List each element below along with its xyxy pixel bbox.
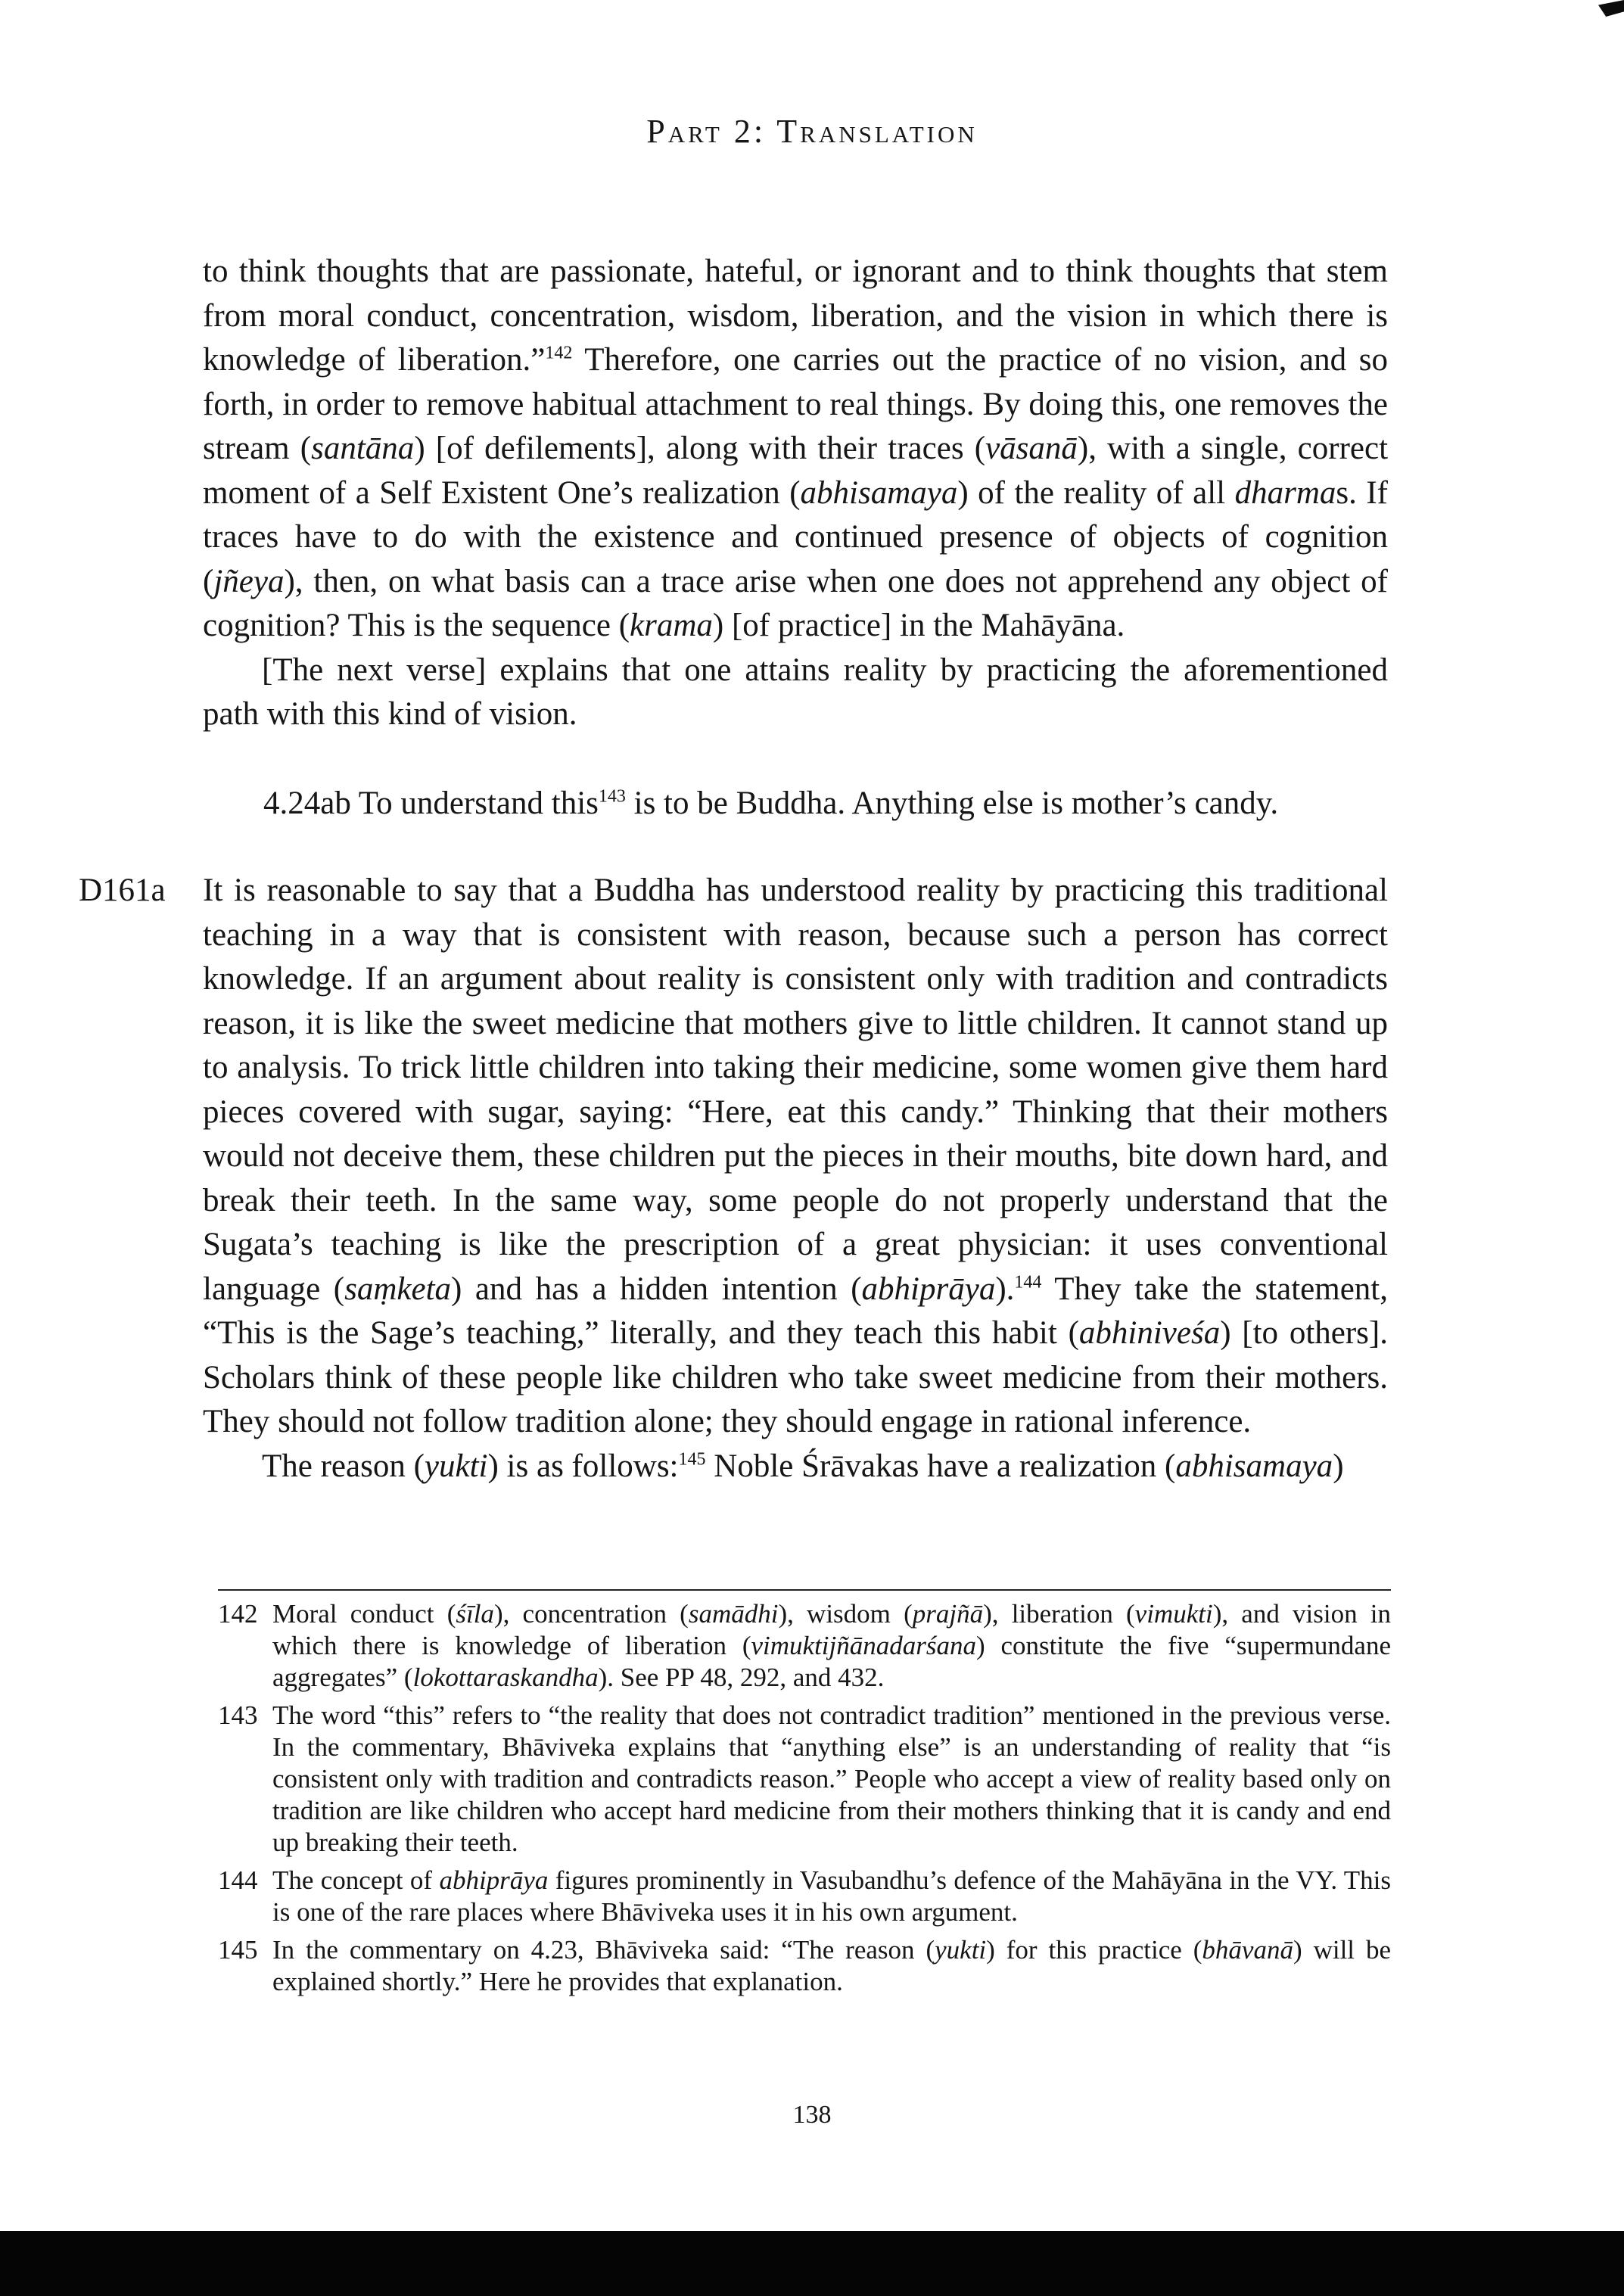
- text-run: ), with a single, correct moment of a Self Existent One’s realization (: [203, 431, 1389, 511]
- scan-corner-mark: [1598, 0, 1624, 17]
- footnote-number: 144: [218, 1865, 258, 1895]
- italic-term: abhiniveśa: [1078, 1315, 1221, 1351]
- italic-term: vimuktijñānadarśana: [751, 1631, 976, 1660]
- footnote-reference: 144: [1014, 1272, 1042, 1293]
- text-run: ) constitute the five “supermundane aggregates” (: [272, 1631, 1391, 1692]
- italic-term: abhiprāya: [861, 1271, 996, 1307]
- text-run: Moral conduct (: [272, 1599, 456, 1629]
- italic-term: vāsanā: [985, 431, 1078, 466]
- footnote-number: 142: [218, 1599, 258, 1629]
- text-run: ) will be explained shortly.” Here he provides that explanation.: [272, 1935, 1392, 1996]
- footnote-number: 143: [218, 1700, 258, 1730]
- text-run: It is reasonable to say that a Buddha has understood reality by practicing this traditional teaching in a way that is consistent with reason, because such a person has correct knowledge. If an argument about reality is consistent only with tradition and contradicts reason, it is like the sweet medicine that mothers give to little children. It cannot stand up to analysis. To trick little children into taking their medicine, some women give them hard pieces covered with sugar, saying: “Here, eat this candy.” Thinking that their mothers would not deceive them, these children put the pieces in their mouths, bite down hard, and break their teeth. In the same way, some people do not properly understand that the Sugata’s teaching is like the prescription of a great physician: it uses conventional language (: [203, 873, 1388, 1307]
- text-run: In the commentary on 4.23, Bhāviveka said: “The reason (: [272, 1935, 935, 1965]
- verse-4-24ab: [263, 782, 1398, 826]
- text-run: to think thoughts that are passionate, hateful, or ignorant and to think thoughts that stem from moral conduct, concentration, wisdom, liberation, and the vision in which there is knowledge of liberation.”: [203, 254, 1388, 378]
- text-run: The word “this” refers to “the reality that does not contradict tradition” mentioned in the previous verse. In the commentary, Bhāviveka explains that “anything else” is an understanding of reality that “is consistent only with tradition and contradicts reason.” People who accept a view of reality based only on tradition are like children who accept hard medicine from their mothers thinking that it is candy and end up breaking their teeth.: [272, 1700, 1391, 1857]
- paragraph: [203, 250, 1388, 649]
- paragraph: [203, 1445, 1388, 1489]
- italic-term: santāna: [311, 431, 415, 466]
- running-head: Part 2: Translation: [646, 113, 978, 150]
- footnote-145: [218, 1934, 1391, 1998]
- italic-term: abhiprāya: [439, 1865, 549, 1895]
- footnote-number: 145: [218, 1935, 258, 1965]
- italic-term: vimukti: [1134, 1599, 1213, 1629]
- page-number: 138: [792, 2101, 832, 2129]
- text-run: figures prominently in Vasubandhu’s defence of the Mahāyāna in the VY. This is one of the rare places where Bhāviveka uses it in his own argument.: [272, 1865, 1392, 1927]
- scan-bottom-edge: [0, 2231, 1624, 2296]
- italic-term: yukti: [935, 1935, 987, 1965]
- text-run: ), liberation (: [983, 1599, 1135, 1629]
- text-run: Therefore, one carries out the practice of no vision, and so forth, in order to remove habitual attachment to real things. By doing this, one removes the stream (: [203, 342, 1388, 466]
- footnote-reference: 145: [678, 1449, 706, 1470]
- italic-term: krama: [630, 608, 713, 643]
- margin-folio-reference: D161a: [79, 873, 166, 908]
- italic-term: prajñā: [912, 1599, 984, 1629]
- text-run: The concept of: [272, 1865, 440, 1895]
- italic-term: saṃketa: [344, 1271, 452, 1307]
- text-run: ) for this practice (: [986, 1935, 1202, 1965]
- text-run: ), and vision in which there is knowledge of liberation (: [272, 1599, 1391, 1660]
- footnote-text: [272, 1700, 1391, 1859]
- footnote-text: [272, 1934, 1391, 1998]
- text-run: ) of the reality of all: [957, 474, 1235, 511]
- footnote-reference: 142: [545, 343, 573, 363]
- footnote-text: [272, 1598, 1391, 1694]
- footnote-144: [218, 1865, 1391, 1928]
- italic-term: lokottaraskandha: [412, 1663, 599, 1692]
- text-run: s. If traces have to do with the existence and continued presence of objects of cognition (: [203, 474, 1389, 599]
- text-run: ) [of defilements], along with their traces (: [414, 431, 986, 466]
- text-run: ). See PP 48, 292, and 432.: [598, 1663, 885, 1692]
- footnote-text: [272, 1865, 1391, 1928]
- italic-term: dharma: [1234, 474, 1336, 511]
- body-text-upper: [203, 250, 1388, 737]
- italic-term: jñeya: [213, 563, 285, 599]
- text-run: [The next verse] explains that one attains reality by practicing the aforementioned path with this kind of vision.: [203, 652, 1388, 732]
- footnote-rule: [218, 1589, 1391, 1591]
- text-run: Noble Śrāvakas have a realization (: [705, 1448, 1176, 1484]
- paragraph: [203, 649, 1388, 737]
- footnotes: [218, 1598, 1391, 2004]
- text-run: The reason (: [262, 1448, 425, 1484]
- text-run: ), concentration (: [493, 1599, 689, 1629]
- text-run: ) and has a hidden intention (: [451, 1271, 862, 1307]
- italic-term: śīla: [456, 1599, 494, 1629]
- text-run: ).: [995, 1271, 1015, 1307]
- text-run: ), then, on what basis can a trace arise when one does not apprehend any object of cognition? This is the sequence (: [203, 563, 1388, 643]
- body-text-lower: [203, 869, 1388, 1489]
- footnote-142: [218, 1598, 1391, 1694]
- text-run: They take the statement, “This is the Sage’s teaching,” literally, and they teach this habit (: [203, 1271, 1388, 1351]
- text-run: ) [to others]. Scholars think of these people like children who take sweet medicine from their mothers. They should not follow tradition alone; they should engage in rational inference.: [203, 1315, 1388, 1439]
- italic-term: abhisamaya: [1175, 1448, 1333, 1484]
- text-run: ): [1333, 1448, 1344, 1484]
- paragraph: [203, 869, 1388, 1445]
- text-run: 4.24ab To understand this: [263, 786, 599, 821]
- text-run: ) [of practice] in the Mahāyāna.: [712, 608, 1125, 643]
- italic-term: yukti: [424, 1448, 488, 1484]
- text-run: is to be Buddha. Anything else is mother’s candy.: [625, 786, 1279, 821]
- italic-term: samādhi: [688, 1599, 779, 1629]
- footnote-reference: 143: [598, 786, 626, 807]
- italic-term: abhisamaya: [800, 474, 958, 511]
- footnote-143: [218, 1700, 1391, 1859]
- italic-term: bhāvanā: [1202, 1935, 1293, 1965]
- text-run: ), wisdom (: [778, 1599, 913, 1629]
- text-run: ) is as follows:: [487, 1448, 679, 1484]
